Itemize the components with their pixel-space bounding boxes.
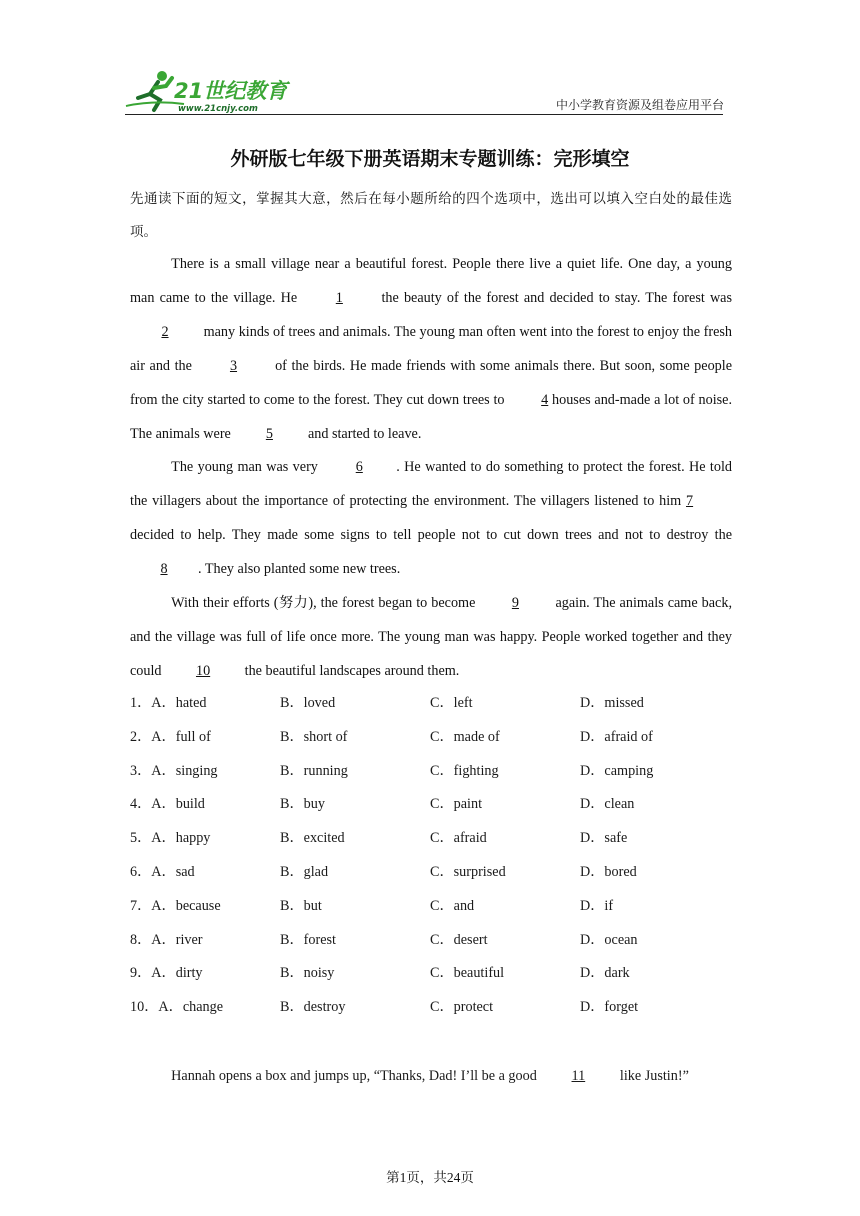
question-row: 9．A．dirty B．noisy C．beautiful D．dark [130, 957, 740, 991]
option-a: A．change [158, 999, 223, 1016]
passage-paragraph-3: With their efforts (努力), the forest began to become 9 again. The animals came back, and the village was full of life once more. The young man was happy. People worked together and they could 10 the beautiful landscapes around them. [130, 587, 732, 689]
cloze-passage [130, 248, 732, 689]
runner-logo-icon [124, 68, 294, 116]
option-a: A．hated [151, 695, 207, 711]
option-c: C．left [430, 695, 473, 711]
option-d: D．clean [580, 796, 635, 813]
question-row: 5．A．happy B．excited C．afraid D．safe [130, 822, 740, 856]
option-b: B．short of [280, 728, 348, 745]
question-row: 7．A．because B．but C．and D．if [130, 890, 740, 924]
question-row: 3．A．singing B．running C．fighting D．camping [130, 755, 740, 789]
option-d: D．safe [580, 830, 628, 847]
blank-11: 11 [571, 1068, 586, 1084]
option-d: D．afraid of [580, 728, 653, 745]
option-b: B．excited [280, 830, 345, 847]
header-divider [125, 114, 723, 115]
blank-2: 2 [161, 323, 169, 340]
page-header [0, 0, 860, 120]
option-a: A．because [151, 897, 221, 914]
logo-url-text: www.21cnjy.com [178, 104, 258, 114]
option-a: A．singing [151, 762, 218, 779]
option-b: B．destroy [280, 999, 346, 1016]
option-c: C．and [430, 897, 475, 914]
option-d: D．forget [580, 999, 639, 1016]
site-logo [124, 68, 294, 116]
option-a: A．build [151, 796, 205, 813]
option-d: D．bored [580, 863, 637, 880]
blank-7: 7 [686, 493, 694, 510]
option-b: B．loved [280, 695, 336, 711]
blank-8: 8 [160, 561, 168, 578]
question-row: 4．A．build B．buy C．paint D．clean [130, 788, 740, 822]
option-c: C．desert [430, 931, 488, 948]
option-a: A．full of [151, 728, 211, 745]
question-row: 2．A．full of B．short of C．made of D．afraid of [130, 721, 740, 755]
option-a: A．dirty [151, 965, 203, 982]
page-title: 外研版七年级下册英语期末专题训练：完形填空 [230, 148, 630, 170]
option-c: C．paint [430, 796, 483, 813]
option-b: B．running [280, 762, 348, 779]
option-d: D．ocean [580, 931, 638, 948]
option-d: D．missed [580, 695, 644, 711]
option-c: C．protect [430, 999, 494, 1016]
option-a: A．river [151, 931, 203, 948]
option-c: C．surprised [430, 863, 506, 880]
page-number: 第1页，共24页 [386, 1170, 474, 1185]
question-options [130, 687, 740, 1025]
option-b: B．glad [280, 863, 329, 880]
question-row: 10．A．change B．destroy C．protect D．forget [130, 991, 740, 1025]
blank-9: 9 [511, 595, 519, 612]
next-passage-start: Hannah opens a box and jumps up, “Thanks, Dad! I’ll be a good 11 like Justin!” [130, 1060, 732, 1093]
option-b: B．but [280, 897, 322, 914]
passage-paragraph-1: There is a small village near a beautiful forest. People there live a quiet life. One day, a young man came to the village. He 1 the beauty of the forest and decided to stay. The forest was 2 many kinds of trees and animals. The young man often went into the forest to enjoy the fresh air and the 3 of the birds. He made friends with some animals there. But soon, some people from the city started to come to the forest. They cut down trees to 4 houses and-made a lot of noise. The animals were 5 and started to leave. [130, 248, 732, 451]
option-b: B．noisy [280, 965, 335, 982]
blank-1: 1 [335, 289, 343, 306]
passage-paragraph-2: The young man was very 6 . He wanted to do something to protect the forest. He told the villagers about the importance of protecting the environment. The villagers listened to him 7 decided to help. They made some signs to tell people not to cut down trees and not to destroy the 8 . They also planted some new trees. [130, 451, 732, 587]
blank-4: 4 [541, 391, 549, 408]
question-row: 1．A．hated B．loved C．left D．missed [130, 687, 740, 721]
question-row: 6．A．sad B．glad C．surprised D．bored [130, 856, 740, 890]
option-c: C．made of [430, 728, 500, 745]
blank-5: 5 [265, 425, 273, 442]
option-b: B．buy [280, 796, 325, 813]
option-c: C．afraid [430, 830, 487, 847]
platform-label: 中小学教育资源及组卷应用平台 [555, 98, 724, 112]
blank-10: 10 [195, 662, 211, 679]
option-c: C．fighting [430, 762, 499, 779]
instructions: 先通读下面的短文，掌握其大意，然后在每小题所给的四个选项中，选出可以填入空白处的最佳选项。 [130, 191, 732, 240]
question-row: 8．A．river B．forest C．desert D．ocean [130, 924, 740, 958]
option-d: D．if [580, 897, 614, 914]
option-a: A．happy [151, 830, 211, 847]
option-d: D．camping [580, 762, 654, 779]
option-c: C．beautiful [430, 965, 505, 982]
blank-3: 3 [229, 357, 238, 374]
option-d: D．dark [580, 965, 630, 982]
logo-main-text: 21世纪教育 [174, 79, 288, 103]
blank-6: 6 [355, 459, 363, 476]
option-b: B．forest [280, 931, 336, 948]
option-a: A．sad [151, 863, 195, 880]
